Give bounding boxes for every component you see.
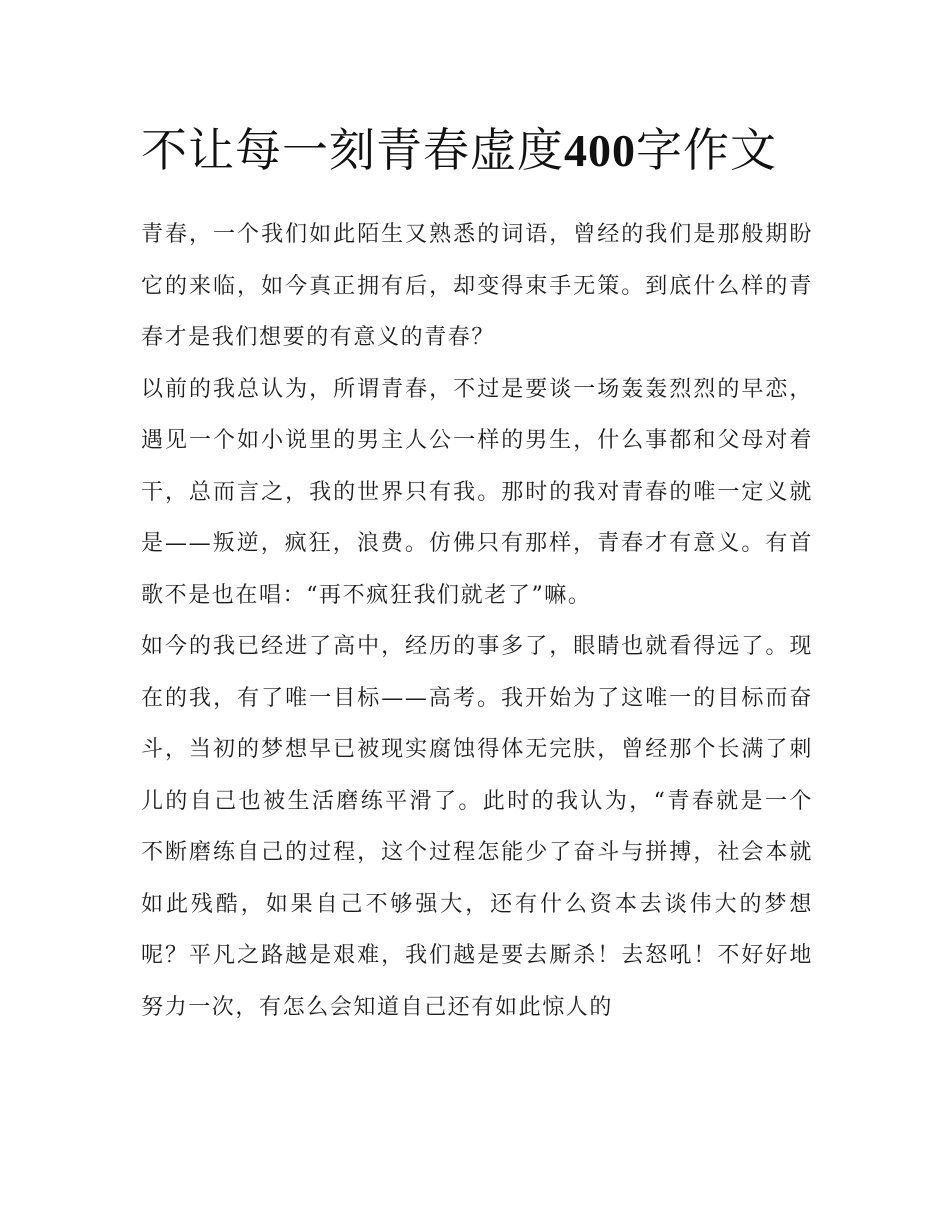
paragraph-2: 以前的我总认为，所谓青春，不过是要谈一场轰轰烈烈的早恋，遇见一个如小说里的男主人公一样的男生，什么事都和父母对着干，总而言之，我的世界只有我。那时的我对青春的唯一定义就是——叛逆，疯狂，浪费。仿佛只有那样，青春才有意义。有首歌不是也在唱：“再不疯狂我们就老了”嘛。 xyxy=(141,376,813,608)
title-text: 不让每一刻青春虚度 xyxy=(141,123,564,177)
document-title xyxy=(141,112,813,189)
document-body xyxy=(141,209,813,1033)
paragraph-1: 青春，一个我们如此陌生又熟悉的词语，曾经的我们是那般期盼它的来临，如今真正拥有后，却变得束手无策。到底什么样的青春才是我们想要的有意义的青春？ xyxy=(141,222,813,350)
title-number: 400 xyxy=(564,125,636,176)
document-page xyxy=(141,112,813,1033)
title-suffix: 字作文 xyxy=(636,123,777,177)
paragraph-3: 如今的我已经进了高中，经历的事多了，眼睛也就看得远了。现在的我，有了唯一目标——高考。我开始为了这唯一的目标而奋斗，当初的梦想早已被现实腐蚀得体无完肤，曾经那个长满了刺儿的自己也被生活磨练平滑了。此时的我认为，“青春就是一个不断磨练自己的过程，这个过程怎能少了奋斗与拼搏，社会本就如此残酷，如果自己不够强大，还有什么资本去谈伟大的梦想呢？平凡之路越是艰难，我们越是要去厮杀！去怒吼！不好好地努力一次，有怎么会知道自己还有如此惊人的 xyxy=(141,634,813,1020)
